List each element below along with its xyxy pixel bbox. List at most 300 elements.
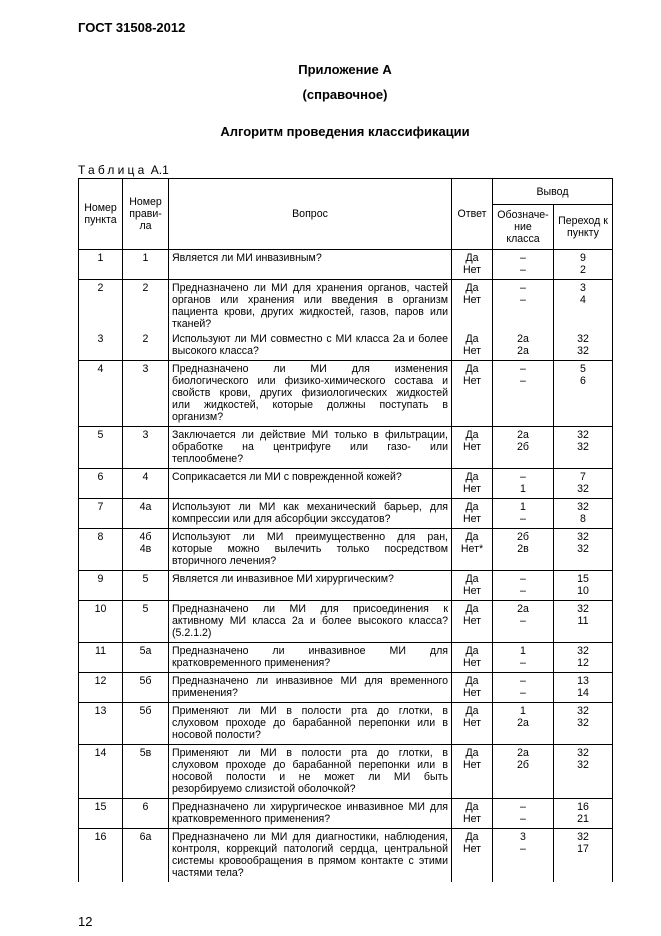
answer-value: Да — [465, 471, 479, 483]
goto-value: 7 — [580, 471, 586, 483]
item-number-cell — [79, 745, 123, 799]
question-cell — [169, 250, 452, 280]
answer-value: Да — [465, 747, 479, 759]
class-value: – — [520, 813, 526, 825]
class-value: – — [520, 375, 526, 387]
header-line: пункта — [84, 214, 117, 226]
class-value: – — [520, 573, 526, 585]
rule-number: 3 — [142, 429, 149, 441]
rule-number-cell — [123, 745, 169, 799]
item-number: 10 — [94, 603, 107, 615]
rule-number-cell — [123, 280, 169, 332]
answer-cell — [452, 427, 493, 469]
question-line: Соприкасается ли МИ с поврежденной кожей? — [172, 471, 402, 483]
rule-number: 4б — [139, 531, 152, 543]
header-output: Вывод — [493, 179, 613, 205]
header-line: прави- — [129, 208, 162, 220]
item-number-cell — [79, 499, 123, 529]
item-number-cell — [79, 529, 123, 571]
table-row — [79, 280, 613, 332]
question-line: Используют ли МИ преимущественно для ран, — [172, 531, 448, 543]
question-line: органов или хранения или введения в организм — [172, 294, 448, 306]
item-number-cell — [79, 571, 123, 601]
goto-value: 2 — [580, 264, 586, 276]
class-value: 2а — [517, 345, 529, 357]
question-cell — [169, 529, 452, 571]
table-row — [79, 643, 613, 673]
class-cell — [493, 361, 554, 427]
rule-number: 5б — [139, 705, 152, 717]
header-line: Номер — [129, 196, 162, 208]
goto-cell — [554, 361, 613, 427]
goto-cell — [554, 829, 613, 883]
answer-cell — [452, 529, 493, 571]
class-value: 2а — [517, 333, 529, 345]
goto-value: 32 — [577, 543, 589, 555]
goto-cell — [554, 529, 613, 571]
class-value: 1 — [520, 705, 526, 717]
goto-value: 8 — [580, 513, 586, 525]
header-answer: Ответ — [452, 179, 493, 250]
class-value: 2а — [517, 603, 529, 615]
goto-value: 12 — [577, 657, 589, 669]
question-line: Является ли МИ инвазивным? — [172, 252, 322, 264]
goto-value: 3 — [580, 282, 586, 294]
answer-value: Нет — [462, 615, 482, 627]
question-line: кратковременного применения? — [172, 657, 331, 669]
table-row — [79, 361, 613, 427]
answer-cell — [452, 469, 493, 499]
goto-cell — [554, 703, 613, 745]
rule-number-cell — [123, 469, 169, 499]
question-line: Предназначено ли МИ для изменения — [172, 363, 448, 375]
answer-value: Нет — [462, 657, 482, 669]
question-cell — [169, 703, 452, 745]
rule-number: 5в — [139, 747, 152, 759]
item-number-cell — [79, 331, 123, 361]
question-cell — [169, 499, 452, 529]
goto-cell — [554, 499, 613, 529]
item-number-cell — [79, 829, 123, 883]
question-line: (5.2.1.2) — [172, 627, 212, 639]
class-value: – — [520, 687, 526, 699]
answer-cell — [452, 250, 493, 280]
item-number: 15 — [94, 801, 107, 813]
answer-cell — [452, 280, 493, 332]
header-line: ние — [514, 221, 532, 233]
class-value: – — [520, 264, 526, 276]
annex-title: Приложение А — [298, 62, 392, 77]
question-cell — [169, 643, 452, 673]
class-cell — [493, 829, 554, 883]
question-line: теплообмене? — [172, 453, 244, 465]
item-number: 11 — [95, 645, 106, 657]
item-number: 12 — [94, 675, 107, 687]
item-number: 5 — [97, 429, 104, 441]
question-line: или жидкостей, которые должны поступать в — [172, 399, 448, 411]
class-cell — [493, 250, 554, 280]
item-number: 9 — [97, 573, 104, 585]
question-cell — [169, 799, 452, 829]
item-number: 13 — [94, 705, 107, 717]
table-row — [79, 499, 613, 529]
item-number: 7 — [97, 501, 104, 513]
question-line: активному МИ класса 2а и более высокого класса? — [172, 615, 448, 627]
header-rule-number — [123, 179, 169, 250]
answer-cell — [452, 361, 493, 427]
goto-value: 32 — [577, 333, 589, 345]
rule-number-cell — [123, 799, 169, 829]
rule-number: 2 — [142, 333, 149, 345]
annex-type: (справочное) — [302, 87, 388, 102]
goto-value: 16 — [577, 801, 589, 813]
table-row — [79, 427, 613, 469]
rule-number-cell — [123, 643, 169, 673]
header-item-number — [79, 179, 123, 250]
class-value: – — [520, 471, 526, 483]
question-line: высокого класса? — [172, 345, 259, 357]
question-line: частями тела? — [172, 867, 244, 879]
question-cell — [169, 469, 452, 499]
class-value: 2а — [517, 747, 529, 759]
rule-number-cell — [123, 499, 169, 529]
answer-value: Да — [465, 531, 479, 543]
goto-cell — [554, 643, 613, 673]
question-line: Заключается ли действие МИ только в фильтрации, — [172, 429, 448, 441]
answer-value: Нет — [462, 513, 482, 525]
class-value: 2б — [517, 441, 529, 453]
question-line: Используют ли МИ как механический барьер, для — [172, 501, 448, 513]
table-caption — [78, 163, 169, 177]
class-cell — [493, 601, 554, 643]
table-row — [79, 745, 613, 799]
class-value: – — [520, 843, 526, 855]
question-line: Предназначено ли МИ для хранения органов, частей — [172, 282, 448, 294]
class-value: – — [520, 363, 526, 375]
question-cell — [169, 280, 452, 332]
class-value: – — [520, 615, 526, 627]
item-number: 3 — [97, 333, 104, 345]
class-cell — [493, 280, 554, 332]
class-cell — [493, 673, 554, 703]
class-cell — [493, 799, 554, 829]
table-row — [79, 529, 613, 571]
goto-cell — [554, 331, 613, 361]
item-number: 4 — [97, 363, 104, 375]
answer-cell — [452, 799, 493, 829]
class-value: – — [520, 513, 526, 525]
header-line: Обозначе- — [497, 209, 549, 221]
item-number-cell — [79, 280, 123, 332]
item-number-cell — [79, 427, 123, 469]
item-number: 14 — [94, 747, 107, 759]
goto-value: 6 — [580, 375, 586, 387]
class-value: 2б — [517, 759, 529, 771]
answer-value: Да — [465, 831, 479, 843]
question-line: применения? — [172, 687, 238, 699]
item-number-cell — [79, 643, 123, 673]
question-line: компрессии или для абсорбции экссудатов? — [172, 513, 391, 525]
rule-number: 1 — [142, 252, 149, 264]
question-line: Предназначено ли МИ для диагностики, наблюдения, — [172, 831, 448, 843]
question-line: системы кровообращения в прямом контакте с этими — [172, 855, 448, 867]
goto-value: 32 — [577, 759, 589, 771]
table-row — [79, 571, 613, 601]
header-goto-item — [554, 205, 613, 250]
header-line: Номер — [84, 202, 117, 214]
goto-cell — [554, 469, 613, 499]
header-line: класса — [506, 233, 540, 245]
rule-number-cell — [123, 361, 169, 427]
question-cell — [169, 361, 452, 427]
rule-number-cell — [123, 529, 169, 571]
table-row — [79, 469, 613, 499]
section-title: Алгоритм проведения классификации — [220, 124, 470, 139]
goto-value: 32 — [577, 645, 589, 657]
class-value: 2а — [517, 717, 529, 729]
answer-value: Да — [465, 429, 479, 441]
answer-value: Нет — [462, 759, 482, 771]
rule-number: 5 — [142, 603, 149, 615]
answer-value: Да — [465, 363, 479, 375]
answer-cell — [452, 571, 493, 601]
question-cell — [169, 673, 452, 703]
answer-cell — [452, 499, 493, 529]
answer-value: Нет — [462, 483, 482, 495]
class-cell — [493, 571, 554, 601]
table-row — [79, 331, 613, 361]
table-row — [79, 799, 613, 829]
question-line: которые можно вылечить только посредством — [172, 543, 448, 555]
question-line: носовой полости и не может ли МИ быть — [172, 771, 448, 783]
class-value: 1 — [520, 483, 526, 495]
question-line: контроля, коррекций патологий сердца, центральной — [172, 843, 448, 855]
question-line: Используют ли МИ совместно с МИ класса 2а и более — [172, 333, 448, 345]
item-number-cell — [79, 250, 123, 280]
answer-cell — [452, 745, 493, 799]
item-number: 8 — [97, 531, 104, 543]
question-line: Предназначено ли МИ для присоединения к — [172, 603, 448, 615]
class-value: 3 — [520, 831, 526, 843]
table-row — [79, 703, 613, 745]
answer-value: Нет — [462, 843, 482, 855]
answer-value: Да — [465, 705, 479, 717]
rule-number: 5а — [139, 645, 152, 657]
class-value: – — [520, 282, 526, 294]
table-row — [79, 250, 613, 280]
goto-value: 10 — [577, 585, 589, 597]
question-line: Предназначено ли инвазивное МИ для — [172, 645, 448, 657]
item-number-cell — [79, 601, 123, 643]
goto-cell — [554, 745, 613, 799]
question-line: резорбируемо слизистой оболочкой? — [172, 783, 356, 795]
question-line: пациента крови, других жидкостей, газов, паров или — [172, 306, 448, 318]
question-line: Предназначено ли инвазивное МИ для временного — [172, 675, 448, 687]
answer-value: Нет — [462, 375, 482, 387]
rule-number-cell — [123, 250, 169, 280]
question-line: слуховом проходе до барабанной перепонки или в — [172, 717, 448, 729]
question-cell — [169, 745, 452, 799]
class-value: – — [520, 585, 526, 597]
answer-value: Нет — [462, 294, 482, 306]
answer-value: Нет — [462, 687, 482, 699]
class-value: – — [520, 657, 526, 669]
item-number-cell — [79, 469, 123, 499]
question-line: кратковременного применения? — [172, 813, 331, 825]
answer-value: Да — [465, 282, 479, 294]
goto-value: 32 — [577, 531, 589, 543]
page-number: 12 — [78, 914, 93, 929]
class-value: – — [520, 675, 526, 687]
item-number: 1 — [97, 252, 104, 264]
class-value: 1 — [520, 645, 526, 657]
class-value: 2в — [517, 543, 529, 555]
class-cell — [493, 745, 554, 799]
answer-value: Нет — [462, 585, 482, 597]
goto-value: 32 — [577, 831, 589, 843]
class-cell — [493, 469, 554, 499]
header-class-designation — [493, 205, 554, 250]
class-value: 2б — [517, 531, 529, 543]
goto-cell — [554, 571, 613, 601]
header-line: Переход к — [558, 215, 608, 227]
answer-cell — [452, 601, 493, 643]
table-caption-number: А.1 — [150, 163, 169, 177]
item-number-cell — [79, 799, 123, 829]
answer-cell — [452, 703, 493, 745]
goto-cell — [554, 799, 613, 829]
rule-number: 6а — [139, 831, 152, 843]
goto-cell — [554, 601, 613, 643]
goto-cell — [554, 280, 613, 332]
question-line: свойств крови, других физиологических жидкостей — [172, 387, 448, 399]
question-line: носовой полости? — [172, 729, 261, 741]
question-line: организм? — [172, 411, 224, 423]
table-row — [79, 829, 613, 883]
class-value: 2а — [517, 429, 529, 441]
item-number: 2 — [97, 282, 104, 294]
class-value: – — [520, 801, 526, 813]
class-value: 1 — [520, 501, 526, 513]
class-cell — [493, 331, 554, 361]
goto-value: 21 — [577, 813, 589, 825]
class-value: – — [520, 294, 526, 306]
answer-value: Нет — [462, 441, 482, 453]
goto-value: 15 — [577, 573, 589, 585]
answer-value: Да — [465, 252, 479, 264]
header-line: пункту — [567, 227, 599, 239]
question-line: биологического или физико-химического состава и — [172, 375, 448, 387]
question-line: Применяют ли МИ в полости рта до глотки, в — [172, 705, 448, 717]
table-caption-label: Таблица — [78, 163, 148, 177]
goto-value: 4 — [580, 294, 586, 306]
answer-cell — [452, 643, 493, 673]
rule-number-cell — [123, 703, 169, 745]
answer-value: Нет — [462, 813, 482, 825]
goto-value: 32 — [577, 501, 589, 513]
rule-number-cell — [123, 829, 169, 883]
question-cell — [169, 601, 452, 643]
question-cell — [169, 571, 452, 601]
rule-number: 5 — [142, 573, 149, 585]
question-cell — [169, 829, 452, 883]
class-cell — [493, 529, 554, 571]
question-line: вторичного лечения? — [172, 555, 277, 567]
answer-value: Нет — [462, 345, 482, 357]
answer-value: Да — [465, 645, 479, 657]
question-cell — [169, 331, 452, 361]
rule-number-cell — [123, 571, 169, 601]
question-line: Является ли инвазивное МИ хирургическим? — [172, 573, 394, 585]
answer-value: Нет* — [460, 543, 484, 555]
item-number: 6 — [97, 471, 104, 483]
answer-value: Да — [465, 801, 479, 813]
answer-value: Да — [465, 333, 479, 345]
goto-value: 17 — [577, 843, 589, 855]
goto-value: 32 — [577, 717, 589, 729]
goto-cell — [554, 673, 613, 703]
goto-value: 32 — [577, 483, 589, 495]
question-line: Предназначено ли хирургическое инвазивное МИ для — [172, 801, 448, 813]
rule-number: 6 — [142, 801, 149, 813]
table-header-row — [79, 179, 613, 205]
question-line: слуховом проходе до барабанной перепонки или в — [172, 759, 448, 771]
item-number-cell — [79, 673, 123, 703]
goto-value: 14 — [577, 687, 589, 699]
goto-value: 13 — [577, 675, 589, 687]
rule-number-cell — [123, 331, 169, 361]
answer-cell — [452, 673, 493, 703]
goto-value: 11 — [577, 615, 589, 627]
goto-value: 9 — [580, 252, 586, 264]
item-number-cell — [79, 703, 123, 745]
question-line: Применяют ли МИ в полости рта до глотки, в — [172, 747, 448, 759]
rule-number: 2 — [142, 282, 149, 294]
goto-value: 32 — [577, 441, 589, 453]
table-row — [79, 601, 613, 643]
rule-number: 3 — [142, 363, 149, 375]
table-body — [79, 250, 613, 883]
class-cell — [493, 499, 554, 529]
goto-value: 32 — [577, 429, 589, 441]
answer-value: Да — [465, 501, 479, 513]
class-value: – — [520, 252, 526, 264]
answer-value: Нет — [462, 264, 482, 276]
rule-number: 4 — [142, 471, 149, 483]
class-cell — [493, 427, 554, 469]
goto-value: 5 — [580, 363, 586, 375]
goto-value: 32 — [577, 705, 589, 717]
header-question: Вопрос — [169, 179, 452, 250]
classification-table — [78, 178, 613, 882]
answer-value: Да — [465, 603, 479, 615]
standard-designation: ГОСТ 31508-2012 — [78, 20, 186, 35]
answer-cell — [452, 331, 493, 361]
question-line: тканей? — [172, 318, 212, 330]
goto-cell — [554, 427, 613, 469]
answer-value: Да — [465, 573, 479, 585]
goto-value: 32 — [577, 747, 589, 759]
rule-number-cell — [123, 673, 169, 703]
rule-number-cell — [123, 601, 169, 643]
rule-number: 5б — [139, 675, 152, 687]
class-cell — [493, 703, 554, 745]
rule-number: 4в — [139, 543, 152, 555]
table-row — [79, 673, 613, 703]
question-cell — [169, 427, 452, 469]
rule-number-cell — [123, 427, 169, 469]
goto-value: 32 — [577, 345, 589, 357]
